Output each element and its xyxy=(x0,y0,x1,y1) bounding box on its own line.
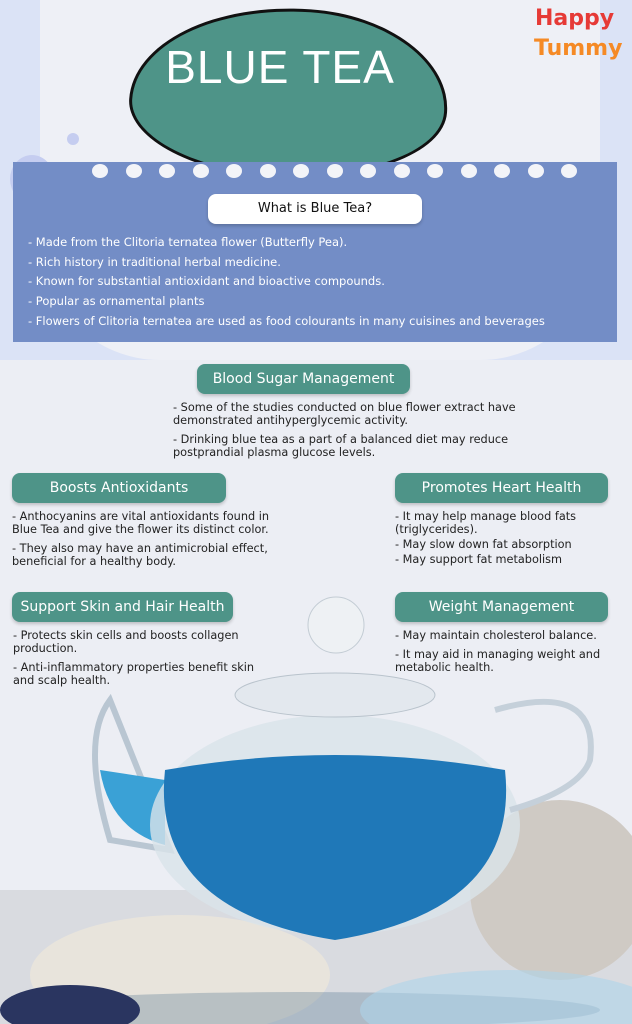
binder-hole xyxy=(494,164,510,178)
binder-hole xyxy=(92,164,108,178)
what-item: - Known for substantial antioxidant and bioactive compounds. xyxy=(28,274,385,288)
skin-item: - Anti-inflammatory properties benefit skin and scalp health. xyxy=(13,661,255,687)
binder-hole xyxy=(360,164,376,178)
what-item: - Flowers of Clitoria ternatea are used as food colourants in many cuisines and beverages xyxy=(28,314,545,328)
binder-hole xyxy=(461,164,477,178)
weight-item: - It may aid in managing weight and metabolic health. xyxy=(395,648,601,674)
binder-hole xyxy=(528,164,544,178)
page-title: BLUE TEA xyxy=(165,41,395,93)
what-is-heading: What is Blue Tea? xyxy=(208,194,422,224)
binder-hole xyxy=(226,164,242,178)
antioxidants-heading: Boosts Antioxidants xyxy=(12,473,226,503)
binder-hole xyxy=(293,164,309,178)
logo-tummy: Tummy xyxy=(534,36,623,61)
blood-sugar-heading: Blood Sugar Management xyxy=(197,364,410,394)
binder-hole xyxy=(394,164,410,178)
binder-hole xyxy=(159,164,175,178)
what-item: - Rich history in traditional herbal medicine. xyxy=(28,255,281,269)
weight-heading: Weight Management xyxy=(395,592,608,622)
what-item: - Popular as ornamental plants xyxy=(28,294,205,308)
antiox-item: - They also may have an antimicrobial effect, beneficial for a healthy body. xyxy=(12,542,268,568)
blood-item: - Some of the studies conducted on blue flower extract have demonstrated antihyperglycemic activity. xyxy=(173,401,516,427)
binder-hole xyxy=(561,164,577,178)
binder-hole xyxy=(327,164,343,178)
blood-item: - Drinking blue tea as a part of a balanced diet may reduce postprandial plasma glucose levels. xyxy=(173,433,509,459)
heart-item: - It may help manage blood fats (triglycerides). xyxy=(395,510,577,536)
heart-heading: Promotes Heart Health xyxy=(395,473,608,503)
binder-hole xyxy=(260,164,276,178)
heart-item: - May slow down fat absorption xyxy=(395,538,572,551)
decor-dot xyxy=(67,133,79,145)
weight-item: - May maintain cholesterol balance. xyxy=(395,629,597,642)
heart-item: - May support fat metabolism xyxy=(395,553,563,566)
antiox-item: - Anthocyanins are vital antioxidants found in Blue Tea and give the flower its distinct color. xyxy=(12,510,270,536)
binder-hole xyxy=(193,164,209,178)
binder-hole xyxy=(427,164,443,178)
skin-hair-heading: Support Skin and Hair Health xyxy=(12,592,233,622)
logo-happy: Happy xyxy=(535,6,615,31)
skin-item: - Protects skin cells and boosts collagen production. xyxy=(13,629,239,655)
binder-hole xyxy=(126,164,142,178)
what-item: - Made from the Clitoria ternatea flower (Butterfly Pea). xyxy=(28,235,348,249)
